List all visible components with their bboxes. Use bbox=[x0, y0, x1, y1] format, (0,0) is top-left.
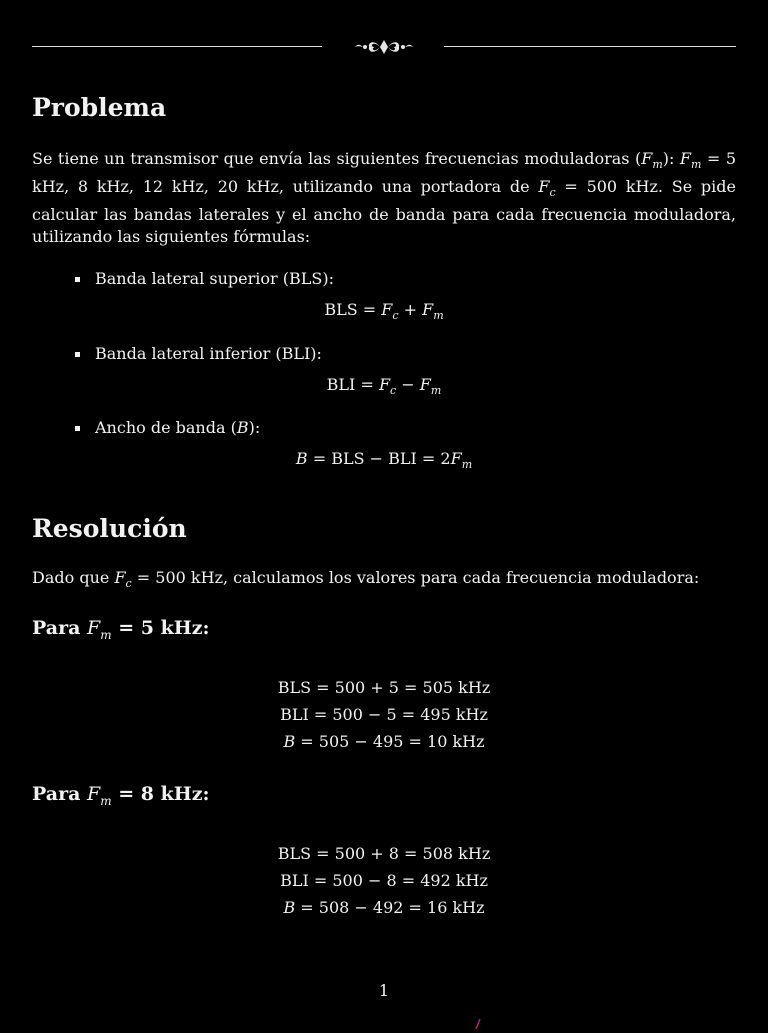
formula-list bbox=[32, 268, 736, 476]
page-number: 1 bbox=[378, 981, 390, 1000]
list-item bbox=[32, 268, 736, 290]
bli-formula: BLI = $F_c - F_m$ bbox=[326, 374, 442, 397]
bls-label: Banda lateral superior (BLS): bbox=[95, 269, 334, 289]
case-heading-8khz: Para $F_m = 8$ kHz: bbox=[32, 782, 210, 808]
fm-subscript: m bbox=[691, 158, 702, 172]
list-item: Ancho de banda (B): bbox=[32, 417, 736, 439]
intro-text-2: ): bbox=[662, 149, 680, 168]
header-ornament bbox=[32, 34, 736, 60]
case-equations-5khz bbox=[32, 674, 736, 755]
main-content bbox=[32, 88, 736, 921]
bls-formula: BLS = $F_c + F_m$ bbox=[324, 300, 444, 323]
fc-subscript: c bbox=[549, 186, 556, 200]
fleuron-icon bbox=[352, 36, 416, 58]
bli-result: BLI = 500 − 5 = 495 kHz bbox=[280, 704, 488, 724]
problem-intro bbox=[32, 148, 736, 248]
fm-subscript: m bbox=[652, 158, 663, 172]
fm-symbol: F bbox=[679, 149, 692, 168]
intro-text-1: Se tiene un transmisor que envía las siguientes frecuencias moduladoras ( bbox=[32, 149, 642, 168]
resolution-heading: Resolución bbox=[32, 513, 187, 543]
intro-text-4: = 500 kHz. Se pide calcular las bandas laterales y el ancho de banda para cada frecuencia moduladora, utilizando las siguientes fórmulas: bbox=[32, 177, 736, 247]
right-rule bbox=[444, 46, 736, 47]
bullet-icon bbox=[75, 352, 80, 357]
fc-symbol: F bbox=[538, 177, 550, 197]
intro-text-3: = 5 kHz, 8 kHz, 12 kHz, 20 kHz, utilizando una portadora de bbox=[32, 149, 737, 197]
left-rule bbox=[32, 46, 322, 47]
list-item bbox=[32, 343, 736, 365]
case-heading-5khz: Para $F_m = 5$ kHz: bbox=[32, 617, 210, 642]
bls-result: BLS = 500 + 8 = 508 kHz bbox=[277, 843, 491, 863]
case-equations-8khz bbox=[32, 840, 736, 921]
bandwidth-result: B = 505 − 495 = 10 kHz bbox=[283, 731, 485, 751]
bandwidth-formula: B = BLS − BLI = $2F_m$ bbox=[295, 448, 473, 471]
bullet-icon bbox=[75, 426, 80, 431]
bullet-icon bbox=[75, 277, 80, 282]
resolution-intro: Dado que $F_c = 500$ kHz, calculamos los valores para cada frecuencia moduladora: bbox=[32, 567, 700, 591]
bandwidth-label: Ancho de banda ( bbox=[95, 417, 237, 437]
stray-mark-icon bbox=[474, 1014, 482, 1024]
bli-label: Banda lateral inferior (BLI): bbox=[95, 343, 322, 363]
bandwidth-result: B = 508 − 492 = 16 kHz bbox=[283, 897, 485, 917]
problem-heading: Problema bbox=[32, 93, 167, 122]
bls-result: BLS = 500 + 5 = 505 kHz bbox=[277, 677, 491, 697]
bli-result: BLI = 500 − 8 = 492 kHz bbox=[280, 870, 488, 890]
fm-symbol: F bbox=[641, 149, 653, 168]
